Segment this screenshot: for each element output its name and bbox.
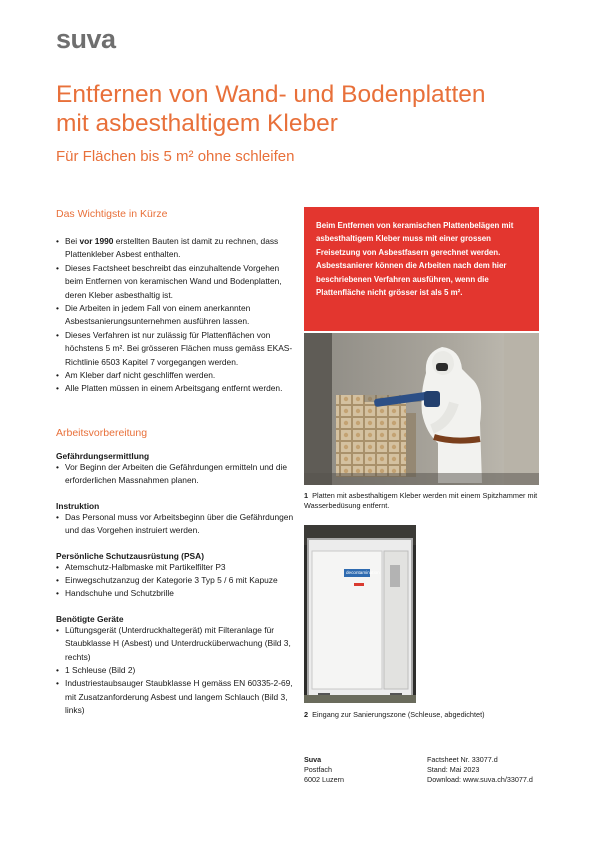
summary-item: • Die Arbeiten in jedem Fall von einem anerkannten Asbestsanierungsunternehmen ausführen lassen. bbox=[56, 302, 296, 329]
summary-item bbox=[56, 235, 296, 262]
preparation-heading: Arbeitsvorbereitung bbox=[56, 427, 148, 439]
photo-tile-removal bbox=[304, 333, 539, 485]
page-subtitle: Für Flächen bis 5 m² ohne schleifen bbox=[56, 148, 295, 165]
group-list bbox=[56, 461, 296, 488]
footer-date: Stand: Mai 2023 bbox=[427, 765, 480, 774]
summary-item: • Dieses Verfahren ist nur zulässig für Plattenflächen von höchstens 5 m². Bei grösseren Flächen muss gemäss EKAS-Richtlinie 6503 Kapitel 7 vorgegangen werden. bbox=[56, 329, 296, 369]
summary-item: • Am Kleber darf nicht geschliffen werden. bbox=[56, 369, 296, 382]
footer-download-link[interactable]: Download: www.suva.ch/33077.d bbox=[427, 775, 533, 784]
footer-meta bbox=[427, 755, 567, 785]
figure-1-caption bbox=[304, 491, 542, 511]
summary-list bbox=[56, 235, 296, 396]
figure-caption-text: Eingang zur Sanierungszone (Schleuse, abgedichtet) bbox=[312, 710, 485, 719]
group-title: Benötigte Geräte bbox=[56, 613, 124, 624]
title-line-1: Entfernen von Wand- und Bodenplatten bbox=[56, 81, 486, 108]
summary-item-emphasis: vor 1990 bbox=[79, 236, 114, 246]
figure-number: 2 bbox=[304, 710, 309, 719]
figure-caption-text: Platten mit asbesthaltigem Kleber werden mit einem Spitzhammer mit Wasserbedüsung entfernt. bbox=[304, 491, 538, 510]
footer-address bbox=[304, 755, 414, 785]
group-list bbox=[56, 511, 296, 538]
group-item: • 1 Schleuse (Bild 2) bbox=[56, 664, 296, 677]
footer-address-line: Postfach bbox=[304, 765, 332, 774]
group-item: • Industriestaubsauger Staubklasse H gemäss EN 60335-2-69, mit Zusatzanforderung Asbest und langem Schlauch (Bild 3, links) bbox=[56, 677, 296, 717]
footer-org: Suva bbox=[304, 755, 322, 764]
group-title: Persönliche Schutzausrüstung (PSA) bbox=[56, 550, 204, 561]
suva-logo: suva bbox=[56, 24, 116, 54]
group-item: • Vor Beginn der Arbeiten die Gefährdungen ermitteln und die erforderlichen Massnahmen planen. bbox=[56, 461, 296, 488]
preparation-section bbox=[56, 427, 296, 718]
group-title: Instruktion bbox=[56, 500, 100, 511]
warning-box bbox=[304, 207, 539, 331]
device-label: decontamination bbox=[346, 570, 380, 575]
page-title bbox=[56, 80, 556, 138]
summary-section bbox=[56, 208, 296, 396]
group-list bbox=[56, 561, 296, 601]
warning-text: Beim Entfernen von keramischen Plattenbelägen mit asbesthaltigem Kleber muss mit einer grossen Freisetzung von Asbestfasern gerechnet werden. Asbestsanierer können die Arbeiten nach dem hier beschriebenen Verfahren ausführen, wenn die Plattenfläche nicht grösser ist als 5 m². bbox=[316, 221, 514, 298]
figure-number: 1 bbox=[304, 491, 309, 500]
group-list bbox=[56, 624, 296, 718]
group-item: • Das Personal muss vor Arbeitsbeginn über die Gefährdungen und das Vorgehen instruiert werden. bbox=[56, 511, 296, 538]
photo-decontamination-unit bbox=[304, 525, 416, 703]
footer-factsheet-number: Factsheet Nr. 33077.d bbox=[427, 755, 498, 764]
summary-item-text: erstellten Bauten ist damit zu rechnen, dass Plattenkleber Asbest enthalten. bbox=[65, 236, 279, 260]
footer-address-line: 6002 Luzern bbox=[304, 775, 344, 784]
group-item: • Atemschutz-Halbmaske mit Partikelfilter P3 bbox=[56, 561, 296, 574]
summary-item: • Dieses Factsheet beschreibt das einzuhaltende Vorgehen beim Entfernen von keramischen Wand und Bodenplatten, deren Kleber asbesthaltig ist. bbox=[56, 262, 296, 302]
group-item: • Handschuhe und Schutzbrille bbox=[56, 587, 296, 600]
summary-item-text: Bei bbox=[65, 236, 80, 246]
group-title: Gefährdungsermittlung bbox=[56, 451, 150, 461]
summary-item: • Alle Platten müssen in einem Arbeitsgang entfernt werden. bbox=[56, 382, 296, 395]
figure-2-caption bbox=[304, 710, 542, 720]
group-item: • Einwegschutzanzug der Kategorie 3 Typ 5 / 6 mit Kapuze bbox=[56, 574, 296, 587]
summary-heading: Das Wichtigste in Kürze bbox=[56, 208, 168, 220]
group-item: • Lüftungsgerät (Unterdruckhaltegerät) mit Filteranlage für Staubklasse H (Asbest) und Unterdrucküberwachung (Bild 3, rechts) bbox=[56, 624, 296, 664]
title-line-2: mit asbesthaltigem Kleber bbox=[56, 110, 338, 137]
